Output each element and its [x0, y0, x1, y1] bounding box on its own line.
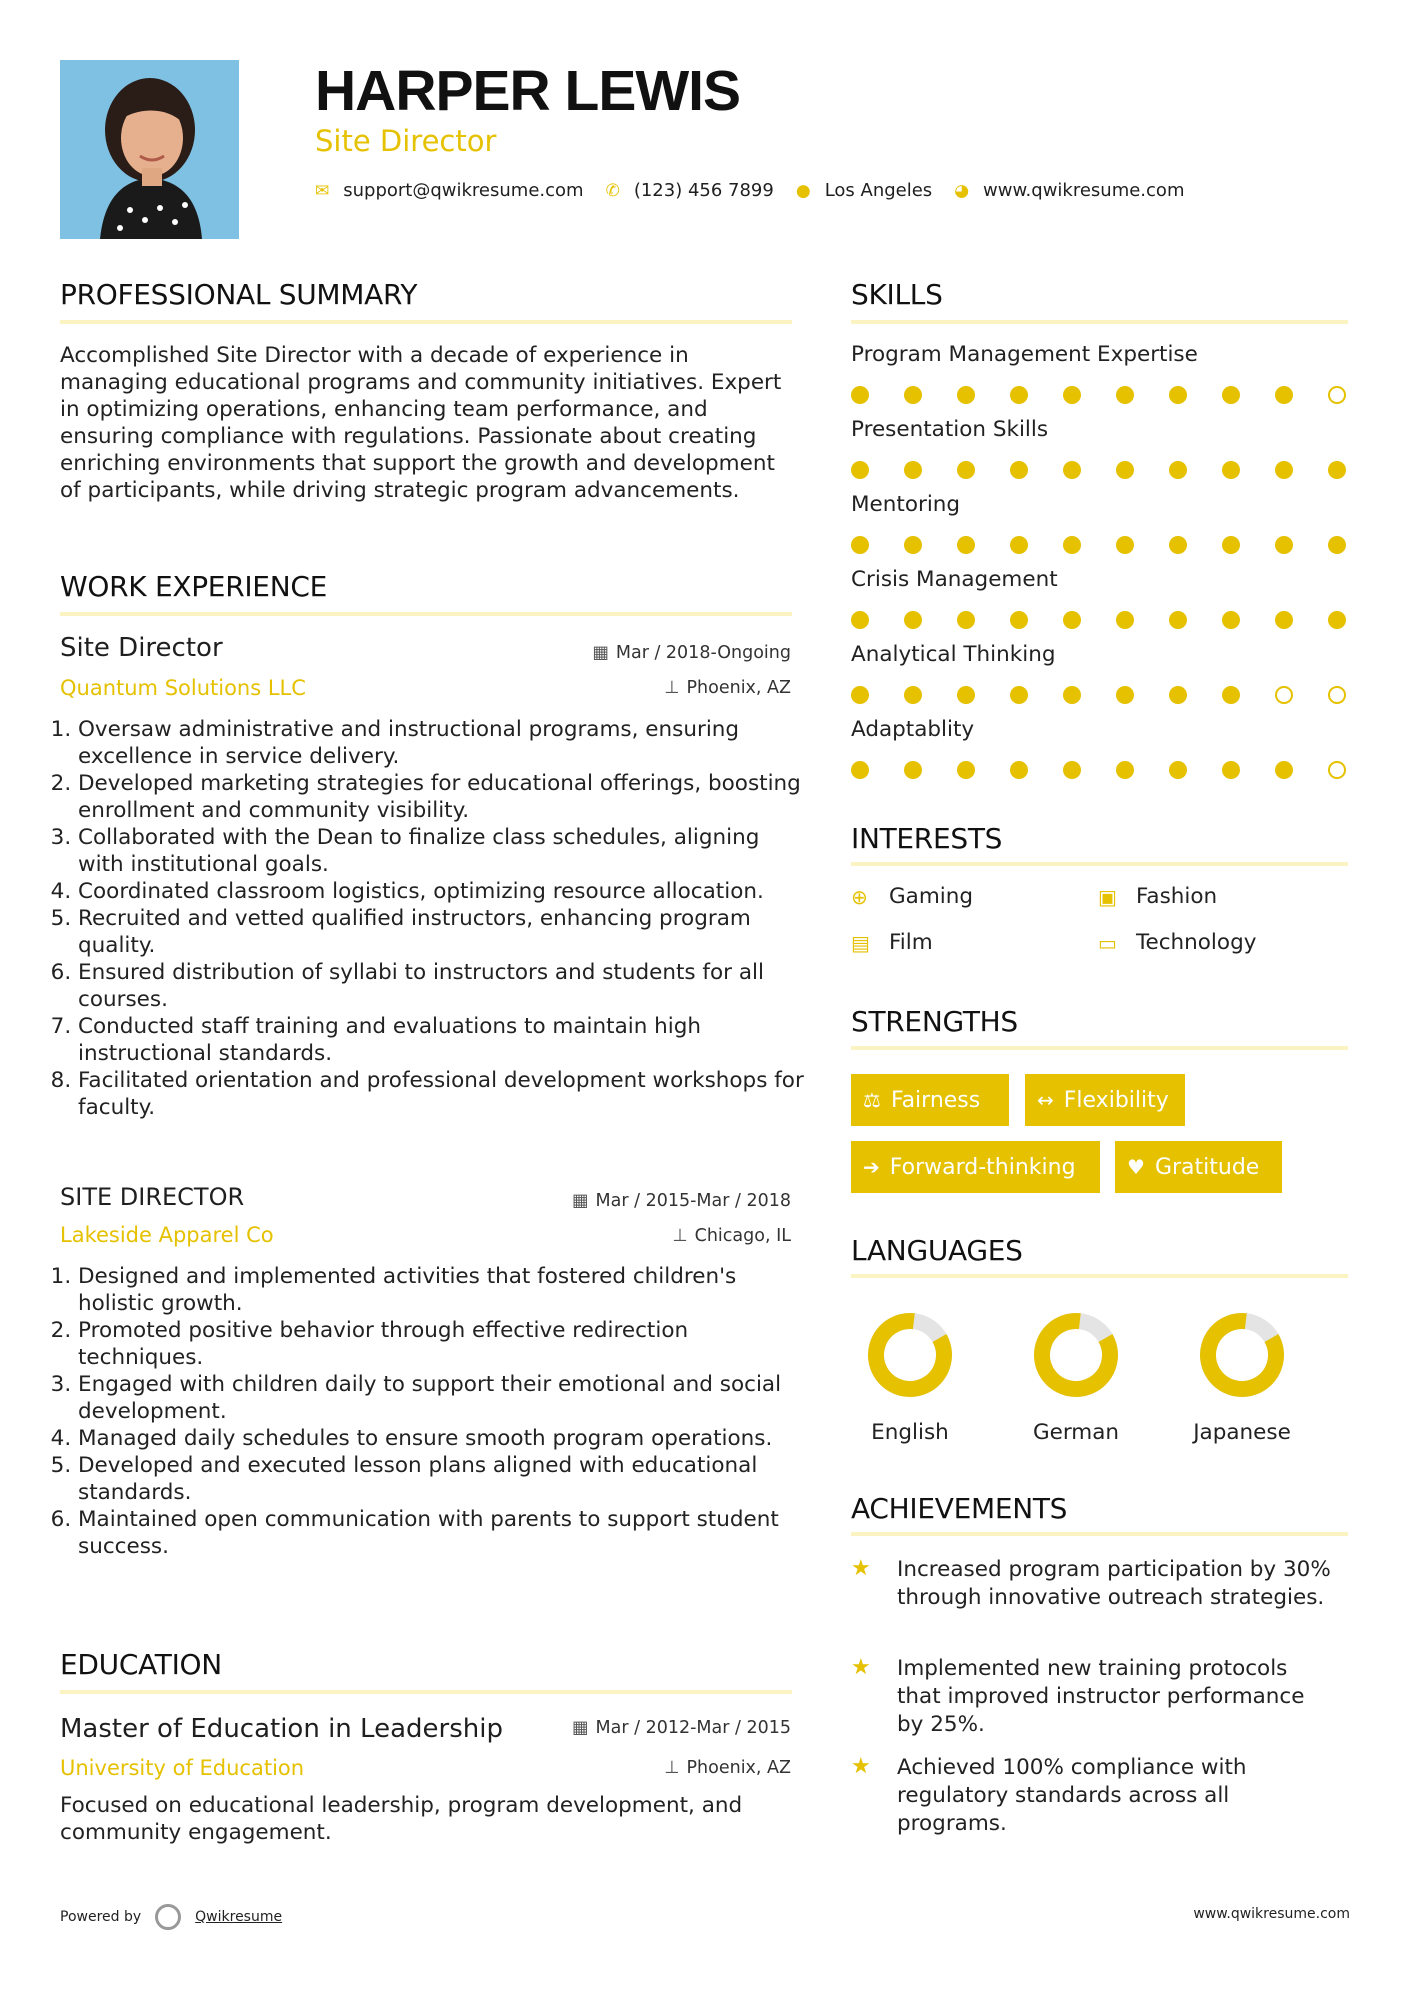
language-name: English [871, 1420, 949, 1445]
list-item: 2. Developed marketing strategies for educational offerings, boosting enrollment and community visibility. [78, 770, 808, 824]
rating-dot-filled [904, 461, 922, 479]
summary-text: Accomplished Site Director with a decade of experience in managing educational programs and community initiatives. Expert in optimizing operations, enhancing team performance, and ensuring compliance with regulations. Passionate about creating enriching environments that support the growth and development of participants, while driving strategic program advancements. [60, 343, 782, 503]
rating-dot-filled [1328, 536, 1346, 554]
job-title: Site Director [60, 633, 223, 663]
heart-icon: ♥ [1127, 1155, 1145, 1179]
skill-rating [851, 761, 1351, 783]
rating-dot-filled [1116, 536, 1134, 554]
rating-dot-filled [957, 611, 975, 629]
job-bullets [60, 1263, 808, 1560]
section-divider [60, 612, 792, 616]
rating-dot-filled [1063, 461, 1081, 479]
rating-dot-filled [851, 536, 869, 554]
job-dates: ▦ Mar / 2018-Ongoing [592, 643, 791, 663]
skill-name: Adaptablity [851, 717, 975, 742]
rating-dot-filled [1328, 611, 1346, 629]
rating-dot-filled [904, 386, 922, 404]
star-icon: ★ [851, 1655, 871, 1680]
rating-dot-filled [957, 761, 975, 779]
degree-title: Master of Education in Leadership [60, 1714, 503, 1744]
school-name: University of Education [60, 1756, 305, 1780]
calendar-icon: ▦ [571, 1191, 589, 1211]
job-title: SITE DIRECTOR [60, 1183, 245, 1211]
rating-dot-filled [1116, 611, 1134, 629]
rating-dot-filled [1063, 536, 1081, 554]
footer-powered-by: Powered by Qwikresume [60, 1904, 282, 1930]
contact-bar [315, 180, 1206, 201]
qwikresume-logo-icon [155, 1904, 181, 1930]
rating-dot-filled [904, 686, 922, 704]
languages-heading: LANGUAGES [851, 1234, 1023, 1267]
section-divider [851, 1046, 1348, 1050]
rating-dot-filled [1010, 536, 1028, 554]
skill-item [851, 342, 1351, 408]
job-company: Quantum Solutions LLC [60, 676, 306, 700]
list-item: 5. Recruited and vetted qualified instructors, enhancing program quality. [78, 905, 808, 959]
envelope-icon: ✉ [315, 180, 330, 201]
language-name: Japanese [1193, 1420, 1291, 1445]
interest-item: ▣ Fashion [1098, 884, 1218, 909]
star-icon: ★ [851, 1754, 871, 1779]
job-company: Lakeside Apparel Co [60, 1223, 274, 1247]
experience-heading: WORK EXPERIENCE [60, 570, 327, 603]
skill-rating [851, 386, 1351, 408]
section-divider [60, 320, 792, 324]
donut-fill [1031, 1310, 1121, 1400]
skill-rating [851, 611, 1351, 633]
rating-dot-filled [1275, 386, 1293, 404]
donut-fill [1197, 1310, 1287, 1400]
rating-dot-filled [904, 611, 922, 629]
strength-badge: ⚖ Fairness [851, 1074, 1009, 1126]
contact-location: ● Los Angeles [795, 180, 933, 201]
rating-dot-empty [1275, 686, 1293, 704]
list-item: 1. Oversaw administrative and instructional programs, ensuring excellence in service delivery. [78, 716, 808, 770]
summary-heading: PROFESSIONAL SUMMARY [60, 278, 418, 311]
skill-rating [851, 536, 1351, 558]
map-pin-icon: ● [795, 180, 811, 201]
rating-dot-filled [1169, 461, 1187, 479]
rating-dot-filled [1275, 611, 1293, 629]
language-donut [1197, 1310, 1287, 1400]
rating-dot-filled [904, 536, 922, 554]
rating-dot-filled [1169, 761, 1187, 779]
candidate-title: Site Director [315, 124, 497, 158]
education-description: Focused on educational leadership, program development, and community engagement. [60, 1793, 743, 1845]
pin-icon: ⊥ [672, 1226, 688, 1246]
job-dates: ▦ Mar / 2015-Mar / 2018 [571, 1191, 791, 1211]
rating-dot-filled [1116, 686, 1134, 704]
education-location: ⊥ Phoenix, AZ [664, 1758, 791, 1778]
language-item [840, 1310, 980, 1445]
skill-item [851, 717, 1351, 783]
calendar-icon: ▦ [592, 643, 609, 663]
rating-dot-filled [1116, 761, 1134, 779]
job-bullets [60, 716, 808, 1121]
education-heading: EDUCATION [60, 1648, 222, 1681]
rating-dot-filled [1222, 761, 1240, 779]
achievements-heading: ACHIEVEMENTS [851, 1492, 1068, 1525]
skill-item [851, 567, 1351, 633]
list-item: 6. Ensured distribution of syllabi to instructors and students for all courses. [78, 959, 808, 1013]
achievement-item: ★ Achieved 100% compliance with regulatory standards across all programs. [851, 1754, 1247, 1836]
list-item: 5. Developed and executed lesson plans aligned with educational standards. [78, 1452, 808, 1506]
rating-dot-filled [1222, 536, 1240, 554]
list-item: 3. Engaged with children daily to support their emotional and social development. [78, 1371, 808, 1425]
interest-item: ▤ Film [851, 930, 933, 955]
skill-item [851, 417, 1351, 483]
rating-dot-filled [1116, 386, 1134, 404]
section-divider [851, 1274, 1348, 1278]
rating-dot-filled [1010, 386, 1028, 404]
section-divider [851, 862, 1348, 866]
rating-dot-filled [1169, 386, 1187, 404]
rating-dot-empty [1328, 386, 1346, 404]
achievement-item: ★ Increased program participation by 30% through innovative outreach strategies. [851, 1556, 1331, 1610]
rating-dot-empty [1328, 761, 1346, 779]
skill-name: Analytical Thinking [851, 642, 1056, 667]
rating-dot-filled [851, 461, 869, 479]
language-name: German [1032, 1420, 1120, 1445]
scale-icon: ⚖ [863, 1088, 881, 1112]
rating-dot-filled [1010, 761, 1028, 779]
job-location: ⊥ Phoenix, AZ [664, 678, 791, 698]
profile-photo [60, 60, 239, 239]
brand-link[interactable]: Qwikresume [195, 1909, 283, 1925]
section-divider [851, 320, 1348, 324]
rating-dot-filled [1222, 686, 1240, 704]
achievement-item: ★ Implemented new training protocols that improved instructor performance by 25%. [851, 1655, 1305, 1737]
rating-dot-filled [1063, 761, 1081, 779]
strengths-heading: STRENGTHS [851, 1005, 1018, 1038]
list-item: 3. Collaborated with the Dean to finalize class schedules, aligning with institutional goals. [78, 824, 808, 878]
calendar-icon: ▦ [571, 1718, 589, 1738]
language-item [1006, 1310, 1146, 1445]
list-item: 1. Designed and implemented activities that fostered children's holistic growth. [78, 1263, 808, 1317]
skill-name: Crisis Management [851, 567, 1058, 592]
section-divider [851, 1532, 1348, 1536]
strength-badge: ♥ Gratitude [1115, 1141, 1282, 1193]
list-item: 7. Conducted staff training and evaluations to maintain high instructional standards. [78, 1013, 808, 1067]
rating-dot-filled [1169, 611, 1187, 629]
list-item: 4. Managed daily schedules to ensure smooth program operations. [78, 1425, 808, 1452]
pin-icon: ⊥ [664, 1758, 680, 1778]
language-donut [1031, 1310, 1121, 1400]
rating-dot-filled [1222, 461, 1240, 479]
film-icon: ▤ [851, 930, 870, 955]
skill-rating [851, 461, 1351, 483]
language-item [1172, 1310, 1312, 1445]
rating-dot-filled [851, 686, 869, 704]
contact-email[interactable]: ✉ support@qwikresume.com [315, 180, 584, 201]
bag-icon: ▣ [1098, 884, 1117, 909]
rating-dot-filled [851, 386, 869, 404]
skill-name: Presentation Skills [851, 417, 1049, 442]
phone-icon: ✆ [605, 180, 620, 201]
rating-dot-filled [957, 686, 975, 704]
skill-item [851, 642, 1351, 708]
list-item: 8. Facilitated orientation and professional development workshops for faculty. [78, 1067, 808, 1121]
rating-dot-filled [957, 536, 975, 554]
skill-item [851, 492, 1351, 558]
contact-phone[interactable]: ✆ (123) 456 7899 [605, 180, 774, 201]
rating-dot-filled [1169, 686, 1187, 704]
laptop-icon: ▭ [1098, 930, 1117, 955]
interests-heading: INTERESTS [851, 822, 1003, 855]
rating-dot-filled [1010, 461, 1028, 479]
rating-dot-filled [1063, 611, 1081, 629]
rating-dot-filled [851, 761, 869, 779]
language-donut [865, 1310, 955, 1400]
rating-dot-filled [1328, 461, 1346, 479]
rating-dot-filled [1275, 536, 1293, 554]
arrows-icon: ↔ [1037, 1088, 1054, 1112]
rating-dot-filled [904, 761, 922, 779]
job-location: ⊥ Chicago, IL [672, 1226, 791, 1246]
rating-dot-filled [1222, 386, 1240, 404]
gamepad-icon: ⊕ [851, 884, 868, 909]
strength-badge: ➔ Forward-thinking [851, 1141, 1100, 1193]
list-item: 4. Coordinated classroom logistics, optimizing resource allocation. [78, 878, 808, 905]
contact-website[interactable]: ◕ www.qwikresume.com [954, 180, 1185, 201]
skills-heading: SKILLS [851, 278, 943, 311]
skill-name: Mentoring [851, 492, 961, 517]
rating-dot-filled [1063, 686, 1081, 704]
rating-dot-filled [957, 461, 975, 479]
rating-dot-filled [957, 386, 975, 404]
arrow-right-icon: ➔ [863, 1155, 880, 1179]
star-icon: ★ [851, 1556, 871, 1581]
rating-dot-filled [1010, 686, 1028, 704]
section-divider [60, 1690, 792, 1694]
rating-dot-empty [1328, 686, 1346, 704]
skill-rating [851, 686, 1351, 708]
pin-icon: ⊥ [664, 678, 680, 698]
strength-badge: ↔ Flexibility [1025, 1074, 1185, 1126]
rating-dot-filled [1116, 461, 1134, 479]
education-dates: ▦ Mar / 2012-Mar / 2015 [571, 1718, 791, 1738]
rating-dot-filled [1222, 611, 1240, 629]
rating-dot-filled [851, 611, 869, 629]
skill-name: Program Management Expertise [851, 342, 1198, 367]
rating-dot-filled [1169, 536, 1187, 554]
footer-url[interactable]: www.qwikresume.com [1193, 1906, 1350, 1922]
interest-item: ▭ Technology [1098, 930, 1257, 955]
candidate-name: HARPER LEWIS [315, 59, 741, 123]
rating-dot-filled [1275, 461, 1293, 479]
list-item: 6. Maintained open communication with parents to support student success. [78, 1506, 808, 1560]
rating-dot-filled [1063, 386, 1081, 404]
donut-fill [865, 1310, 955, 1400]
globe-icon: ◕ [954, 180, 970, 201]
rating-dot-filled [1275, 761, 1293, 779]
rating-dot-filled [1010, 611, 1028, 629]
interest-item: ⊕ Gaming [851, 884, 974, 909]
list-item: 2. Promoted positive behavior through effective redirection techniques. [78, 1317, 808, 1371]
